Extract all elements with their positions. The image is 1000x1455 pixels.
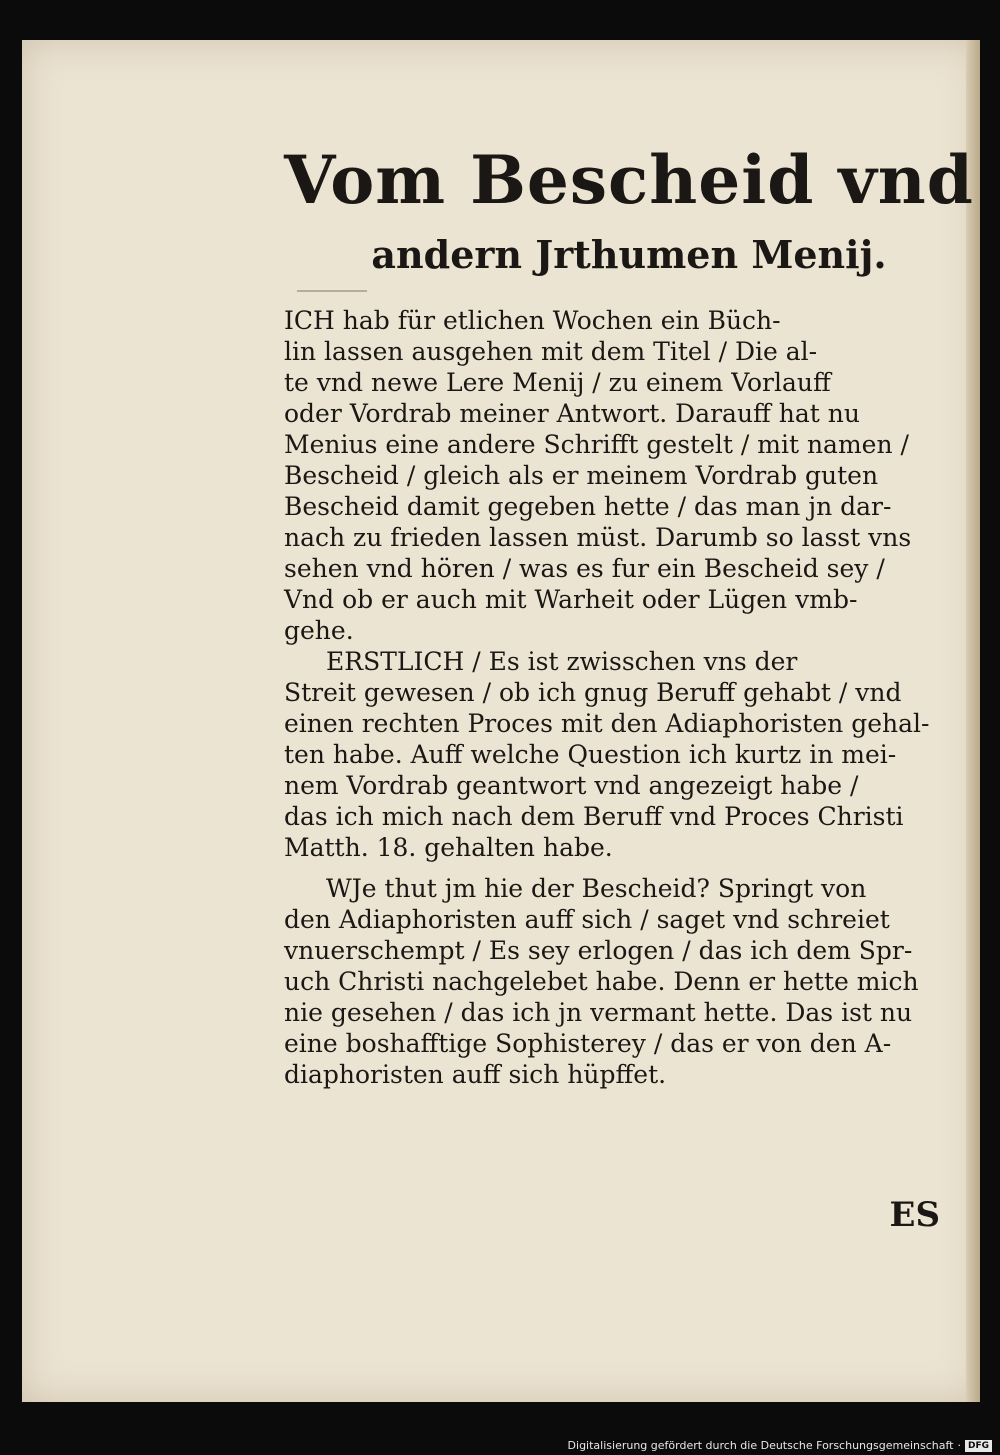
paragraph-1 xyxy=(284,305,974,646)
dfg-logo: DFG xyxy=(965,1440,992,1452)
text-line: lin lassen ausgehen mit dem Titel / Die al- xyxy=(284,337,818,366)
text-line: einen rechten Proces mit den Adiaphoristen gehal- xyxy=(284,709,930,738)
page-title: Vom Bescheid vnd xyxy=(284,141,974,219)
paragraph-2 xyxy=(284,646,974,863)
text-line: oder Vordrab meiner Antwort. Darauff hat nu xyxy=(284,399,860,428)
text-line: ICH hab für etlichen Wochen ein Büch- xyxy=(284,306,781,335)
text-line: diaphoristen auff sich hüpffet. xyxy=(284,1060,667,1089)
text-line: Vnd ob er auch mit Warheit oder Lügen vmb- xyxy=(284,585,858,614)
text-line: Matth. 18. gehalten habe. xyxy=(284,833,613,862)
paragraph-3 xyxy=(284,873,974,1090)
text-line: gehe. xyxy=(284,616,354,645)
text-block xyxy=(284,135,974,1090)
text-line: sehen vnd hören / was es fur ein Bescheid sey / xyxy=(284,554,885,583)
text-line: das ich mich nach dem Beruff vnd Proces Christi xyxy=(284,802,904,831)
text-line: ten habe. Auff welche Question ich kurtz in mei- xyxy=(284,740,897,769)
text-line: Streit gewesen / ob ich gnug Beruff gehabt / vnd xyxy=(284,678,902,707)
text-line: WJe thut jm hie der Bescheid? Springt von xyxy=(326,874,867,903)
text-line: nem Vordrab geantwort vnd angezeigt habe / xyxy=(284,771,859,800)
text-line: vnuerschempt / Es sey erlogen / das ich dem Spr- xyxy=(284,936,913,965)
text-line: ERSTLICH / Es ist zwisschen vns der xyxy=(326,647,798,676)
text-line: nie gesehen / das ich jn vermant hette. Das ist nu xyxy=(284,998,913,1027)
text-line: eine boshafftige Sophisterey / das er von den A- xyxy=(284,1029,892,1058)
book-page xyxy=(22,40,980,1402)
text-line: Bescheid / gleich als er meinem Vordrab guten xyxy=(284,461,879,490)
text-line: Bescheid damit gegeben hette / das man jn dar- xyxy=(284,492,892,521)
page-subtitle: andern Jrthumen Menij. xyxy=(371,232,887,277)
paragraph-gap xyxy=(284,863,974,873)
text-line: Menius eine andere Schrifft gestelt / mit namen / xyxy=(284,430,909,459)
text-line: uch Christi nachgelebet habe. Denn er hette mich xyxy=(284,967,919,996)
catchword: ES xyxy=(889,1195,940,1235)
text-line: nach zu frieden lassen müst. Darumb so lasst vns xyxy=(284,523,912,552)
digitization-credit: Digitalisierung gefördert durch die Deutsche Forschungsgemeinschaft · DFG xyxy=(568,1439,992,1452)
credit-text: Digitalisierung gefördert durch die Deutsche Forschungsgemeinschaft xyxy=(567,1439,954,1452)
text-line: den Adiaphoristen auff sich / saget vnd schreiet xyxy=(284,905,890,934)
text-line: te vnd newe Lere Menij / zu einem Vorlauff xyxy=(284,368,831,397)
